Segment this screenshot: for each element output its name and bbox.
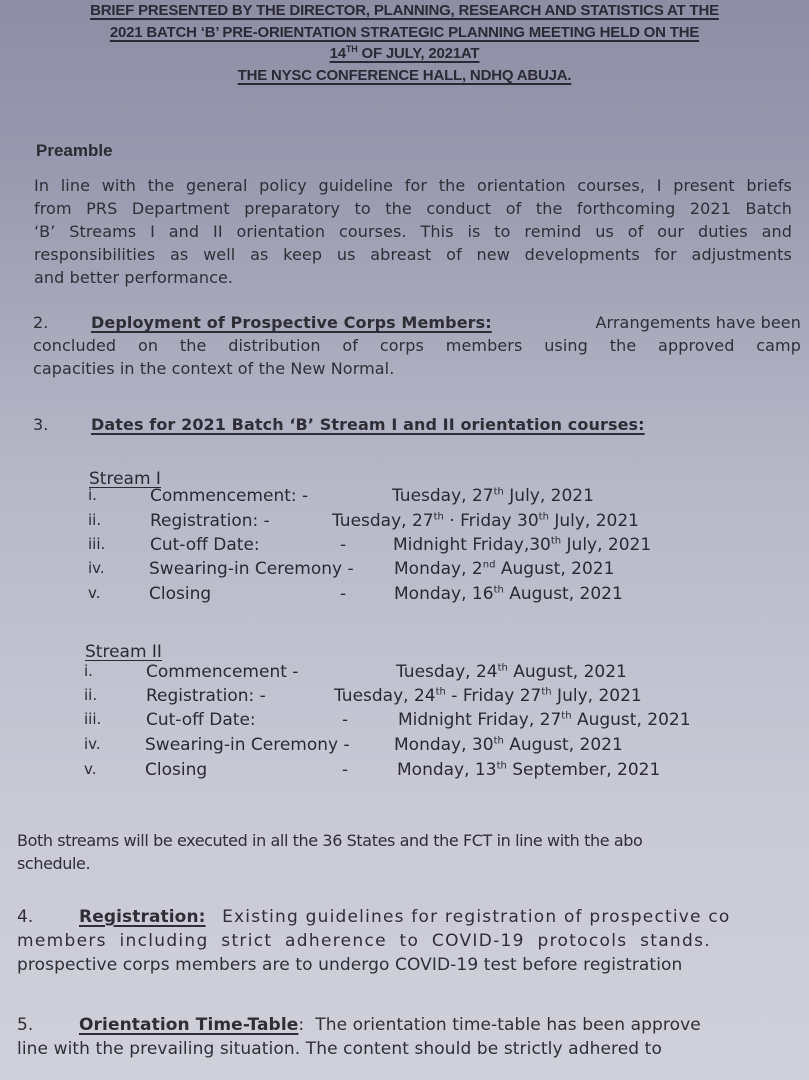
section-2-title: Deployment of Prospective Corps Members: bbox=[91, 313, 492, 332]
row-dash: - bbox=[342, 710, 349, 730]
section-number: 3. bbox=[33, 415, 49, 434]
section-5-title: Orientation Time-Table bbox=[79, 1015, 299, 1035]
note-line: schedule. bbox=[17, 854, 91, 873]
stream-2-title: Stream II bbox=[85, 642, 162, 662]
row-value: Tuesday, 24th - Friday 27th July, 2021 bbox=[334, 686, 642, 706]
section-5 bbox=[17, 1013, 809, 1061]
row-label: Cut-off Date: bbox=[146, 710, 256, 730]
row-value: Tuesday, 27th July, 2021 bbox=[392, 486, 594, 506]
row-value: Midnight Friday,30th July, 2021 bbox=[393, 535, 652, 555]
row-number: v. bbox=[84, 760, 97, 778]
title-line-3: 14TH OF JULY, 2021AT bbox=[329, 44, 480, 62]
row-label: Commencement: - bbox=[150, 486, 309, 506]
row-number: ii. bbox=[84, 686, 98, 704]
row-label: Swearing-in Ceremony - bbox=[149, 559, 354, 579]
row-value: Tuesday, 24th August, 2021 bbox=[396, 662, 627, 682]
row-label: Closing bbox=[149, 584, 212, 604]
preamble-line: from PRS Department preparatory to the conduct of the forthcoming 2021 Batch bbox=[34, 199, 792, 218]
row-number: iv. bbox=[84, 735, 101, 753]
section-number: 5. bbox=[17, 1015, 34, 1035]
section-2-text: concluded on the distribution of corps members using the approved camp bbox=[33, 336, 801, 355]
title-line-4: THE NYSC CONFERENCE HALL, NDHQ ABUJA. bbox=[237, 66, 572, 84]
row-label: Closing bbox=[145, 760, 208, 780]
preamble-line: responsibilities as well as keep us abreast of new developments for adjustments bbox=[34, 245, 792, 264]
row-number: iii. bbox=[88, 535, 106, 553]
row-label: Swearing-in Ceremony - bbox=[145, 735, 350, 755]
section-4-text: Existing guidelines for registration of prospective co bbox=[222, 907, 731, 927]
streams-note bbox=[17, 829, 809, 875]
row-value: Monday, 16th August, 2021 bbox=[394, 584, 623, 604]
row-value: Tuesday, 27th · Friday 30th July, 2021 bbox=[332, 511, 639, 531]
preamble-line: and better performance. bbox=[34, 268, 234, 287]
preamble-paragraph bbox=[34, 174, 792, 289]
section-2-text: Arrangements have been bbox=[595, 313, 801, 332]
section-4-text: members including strict adherence to COVID-19 protocols stands. bbox=[17, 931, 711, 951]
row-number: iii. bbox=[84, 710, 102, 728]
row-value: Monday, 30th August, 2021 bbox=[394, 735, 623, 755]
row-dash: - bbox=[342, 760, 349, 780]
section-4-text: prospective corps members are to undergo COVID-19 test before registration bbox=[17, 955, 683, 975]
preamble-heading: Preamble bbox=[36, 141, 113, 160]
row-number: iv. bbox=[88, 559, 105, 577]
row-value: Midnight Friday, 27th August, 2021 bbox=[398, 710, 691, 730]
title-line-2: 2021 BATCH ‘B’ PRE-ORIENTATION STRATEGIC PLANNING MEETING HELD ON THE bbox=[109, 23, 700, 41]
section-2-text: capacities in the context of the New Normal. bbox=[33, 359, 395, 378]
section-4-title: Registration: bbox=[79, 907, 206, 927]
row-label: Cut-off Date: bbox=[150, 535, 260, 555]
title-line-1: BRIEF PRESENTED BY THE DIRECTOR, PLANNING, RESEARCH AND STATISTICS AT THE bbox=[90, 2, 719, 19]
row-label: Registration: - bbox=[150, 511, 270, 531]
row-number: ii. bbox=[88, 511, 102, 529]
note-line: Both streams will be executed in all the 36 States and the FCT in line with the abo bbox=[17, 831, 643, 850]
section-5-colon: : bbox=[298, 1015, 305, 1035]
row-dash: - bbox=[340, 584, 347, 604]
row-value: Monday, 2nd August, 2021 bbox=[394, 559, 615, 579]
row-dash: - bbox=[340, 535, 347, 555]
section-number: 2. bbox=[33, 313, 49, 332]
section-number: 4. bbox=[17, 907, 34, 927]
row-label: Registration: - bbox=[146, 686, 266, 706]
section-5-text: The orientation time-table has been approve bbox=[315, 1015, 701, 1035]
section-5-text: line with the prevailing situation. The content should be strictly adhered to bbox=[17, 1039, 662, 1059]
row-number: i. bbox=[84, 662, 93, 680]
document-title bbox=[0, 0, 809, 86]
section-2 bbox=[33, 311, 801, 380]
section-4 bbox=[17, 905, 809, 977]
row-label: Commencement - bbox=[146, 662, 299, 682]
section-3-heading bbox=[33, 413, 645, 436]
section-3-title: Dates for 2021 Batch ‘B’ Stream I and II orientation courses: bbox=[91, 415, 645, 434]
preamble-line: ‘B’ Streams I and II orientation courses. This is to remind us of our duties and bbox=[34, 222, 792, 241]
preamble-line: In line with the general policy guideline for the orientation courses, I present briefs bbox=[34, 176, 792, 195]
row-value: Monday, 13th September, 2021 bbox=[397, 760, 661, 780]
row-number: v. bbox=[88, 584, 101, 602]
stream-1-title: Stream I bbox=[89, 469, 161, 489]
row-number: i. bbox=[88, 486, 97, 504]
